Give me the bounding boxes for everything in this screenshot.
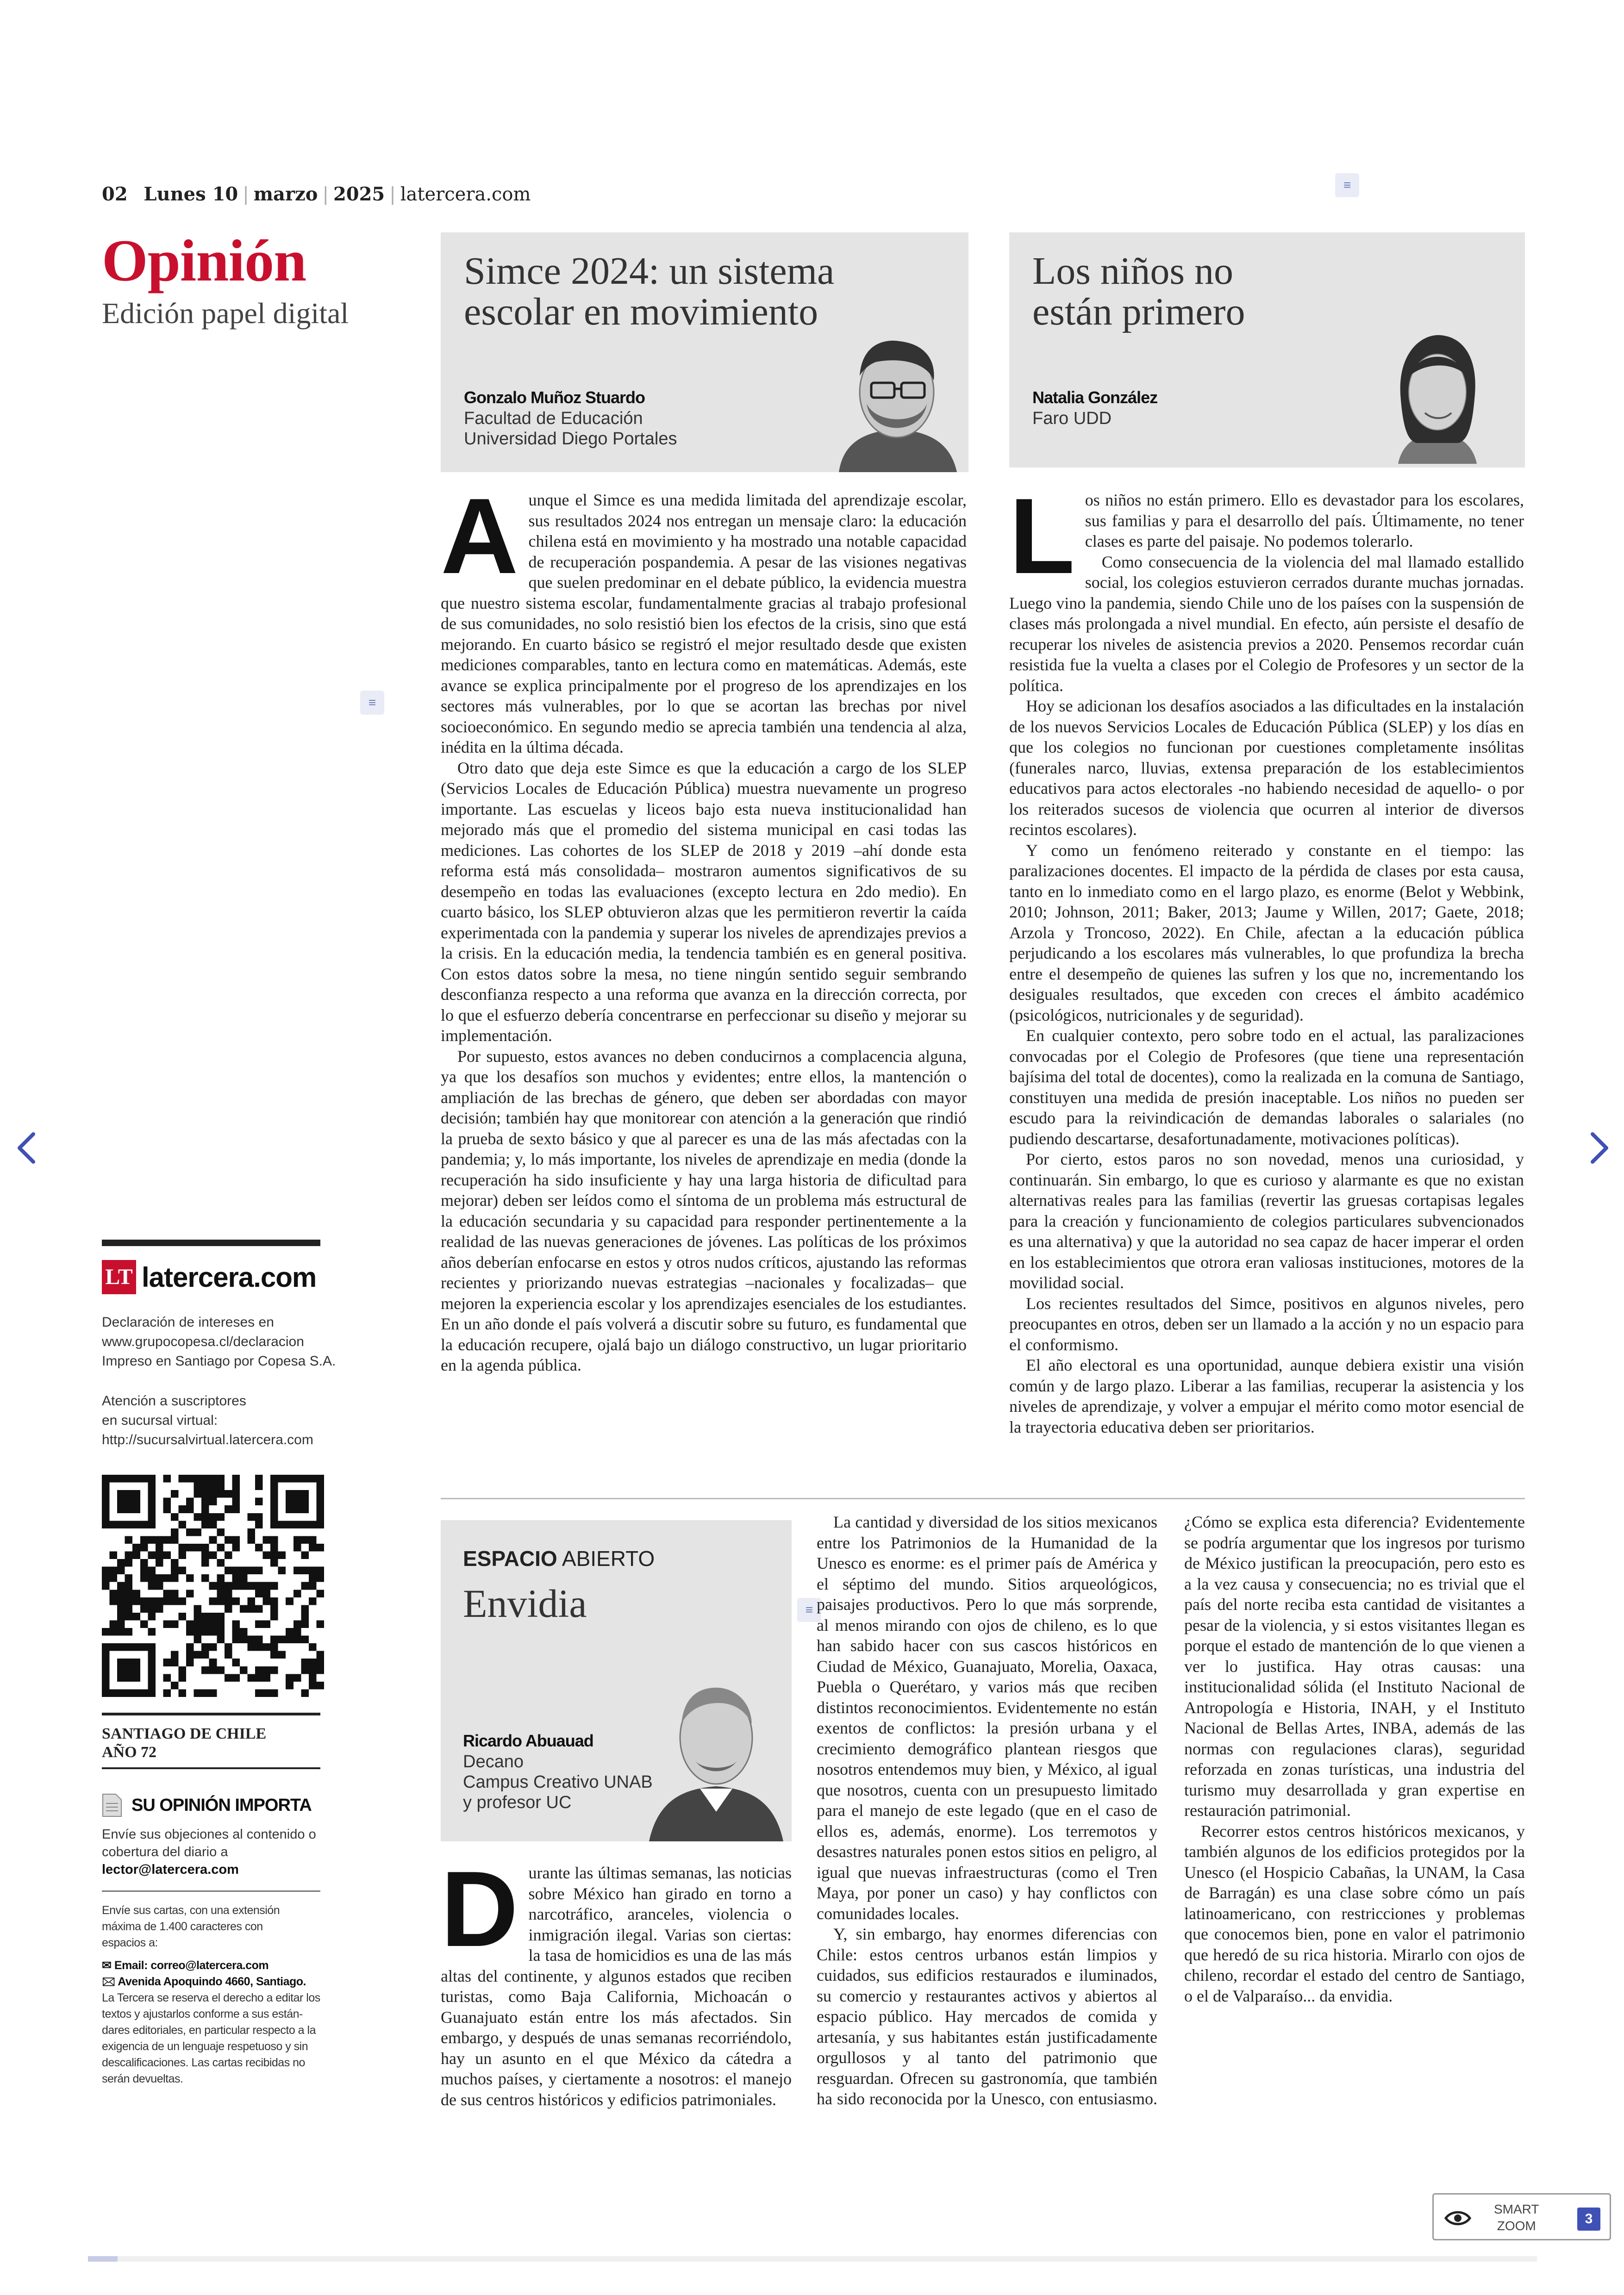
- paragraph-text: os niños no están primero. Ello es devastador para los escolares, sus familias y para el desarrollo del país. Últimamente, no tener clases es parte del paisaje. No podemos tolerarlo.: [1085, 491, 1524, 550]
- smart-zoom-label: [1494, 2201, 1539, 2234]
- paragraph-text: unque el Simce es una medida limitada del aprendizaje escolar, sus resultados 2024 nos entregan un mensaje claro: la educación chilena está en movimiento y ha mostrado una notable capacidad de recuperación pospandemia. A pesar de las visiones negativas que suelen predominar en el debate público, la evidencia muestra que nuestro sistema escolar, fundamentalmente gracias al trabajo profesional de sus comunidades, no solo resistió bien los efectos de la crisis, sino que está mejorando. En cuarto básico se registró el mejor resultado desde que existen mediciones comparables, tanto en lectura como en matemáticas. Además, este avance se explica principalmente por el progreso de los aprendizajes en los sectores más vulnerables, por lo que se acortan las brechas por nivel socioeconómico. En segundo medio se aprecia también una tendencia al alza, inédita en la última década.: [441, 491, 967, 756]
- article-body-simce: [441, 490, 967, 1462]
- section-title: Opinión: [102, 228, 306, 293]
- article-header-simce: [441, 232, 968, 472]
- kicker-light: ABIERTO: [562, 1547, 655, 1571]
- sidebar-rule: [102, 1713, 320, 1715]
- side-line: cobertura del diario a: [102, 1845, 228, 1859]
- address-line: [102, 1974, 320, 1990]
- role-line: Decano: [463, 1752, 524, 1771]
- drop-cap: A: [441, 490, 518, 596]
- article-title: Envidia: [463, 1581, 587, 1626]
- author-name: Natalia González: [1032, 388, 1158, 407]
- role-line: y profesor UC: [463, 1793, 572, 1812]
- article-header-ninos: [1009, 232, 1525, 468]
- paragraph: [441, 490, 967, 758]
- lt-mark: LT: [102, 1260, 136, 1294]
- year: 2025: [333, 183, 385, 205]
- note-icon[interactable]: ≡: [797, 1598, 821, 1622]
- declaration-link[interactable]: www.grupocopesa.cl/declaracion: [102, 1334, 304, 1349]
- title-line: están primero: [1032, 290, 1245, 333]
- title-line: Simce 2024: un sistema: [464, 249, 835, 293]
- article-body-ninos: [1009, 490, 1524, 1462]
- author-name: Gonzalo Muñoz Stuardo: [464, 388, 645, 407]
- weekday: Lunes 10: [144, 183, 238, 205]
- side-line: Envíe sus objeciones al contenido o: [102, 1827, 316, 1842]
- chevron-left-icon[interactable]: [9, 1125, 46, 1171]
- objections-email[interactable]: lector@latercera.com: [102, 1862, 239, 1877]
- horizontal-scrollbar[interactable]: [88, 2256, 1537, 2262]
- side-line: Atención a suscriptores: [102, 1393, 246, 1409]
- side-line: espacios a:: [102, 1936, 158, 1949]
- sidebar-rule: [102, 1240, 320, 1246]
- title-line: escolar en movimiento: [464, 290, 818, 333]
- title-line: Los niños no: [1032, 249, 1234, 293]
- email-text: Email: correo@latercera.com: [114, 1959, 269, 1972]
- article-title: [1032, 251, 1245, 332]
- paragraph: Y como un fenómeno reiterado y constante en el tiempo: las paralizaciones docentes. El impacto de la pérdida de clases por esta causa, tanto en lo inmediato como en el largo plazo, es enorme (Belot y Webbink, 2010; Johnson, 2011; Baker, 2013; Jaume y Willen, 2017; Gaete, 2018; Arzola y Troncoso, 2022). En Chile, afectan a la educación pública perjudicando a los escolares más vulnerables, lo que profundiza la brecha entre el desempeño de quienes las sufren y los que no, incrementando los desiguales resultados, que exceden con creces el ámbito académico (psicológicos, nutricionales y de seguridad).: [1009, 841, 1524, 1024]
- side-line: Envíe sus cartas, con una extensión: [102, 1904, 280, 1917]
- paragraph: La cantidad y diversidad de los sitios mexicanos entre los Patrimonios de la Humanidad de la Unesco es enorme: es el primer país de América y el séptimo del mundo. Sitios arqueológicos, paisajes productivos. Pero lo que más sorprende, al menos mirando con ojos de chileno, es lo que han sabido hacer con sus cascos históricos en Ciudad de México, Guanajuato, Morelia, Oaxaca, Puebla o Querétaro, y varios más que reciben distintos reconocimientos. Evidentemente no están exentos de conflictos: la presión urbana y el crecimiento demográfico plantean riesgos que nosotros entendemos muy bien, y México, al igual que nosotros, cuenta con un presupuesto limitado para el manejo de este legado (que en el caso de ellos es, además, enorme). Los terremotos y desastres naturales ponen estos sitios en peligro, al igual que nuevas infraestructuras (como el Tren Maya, por poner un caso) y hay conflictos con comunidades locales.: [817, 1513, 1157, 1923]
- paragraph: Otro dato que deja este Simce es que la educación a cargo de los SLEP (Servicios Locales de Educación Pública) muestra nuevamente un progreso importante. Las escuelas y liceos bajo esta nueva institucionalidad han mejorado más que el promedio del sistema municipal en casi todas las mediciones. Las cohortes de los SLEP de 2018 y 2019 –ahí donde esta reforma está más consolidada– mostraron aumentos significativos de su desempeño en todas las evaluaciones (excepto lectura en 2do medio). En cuarto básico, los SLEP obtuvieron alzas que les permitieron revertir la caída experimentada con la pandemia y superar los niveles de aprendizajes previos a la crisis. En la educación media, la tendencia también es en general positiva. Con estos datos sobre la mesa, no tiene ningún sentido seguir sembrando desconfianza respecto a una reforma que avanza en la dirección correcta, por lo que el esfuerzo debería concentrarse en perfeccionar su diseño y mejorar su implementación.: [441, 758, 967, 1045]
- subscriber-link[interactable]: http://sucursalvirtual.latercera.com: [102, 1432, 313, 1447]
- side-line: máxima de 1.400 caracteres con: [102, 1920, 263, 1933]
- author-photo: [1380, 325, 1495, 464]
- paragraph: El año electoral es una oportunidad, aunque debiera existir una visión común y de largo plazo. Liberar a las familias, recuperar la asistencia y los niveles de aprendizaje, y volver a empujar el mérito como motor esencial de la trayectoria educativa deben ser prioritarios.: [1009, 1356, 1524, 1436]
- drop-cap: L: [1009, 490, 1075, 596]
- smart-zoom-line: SMART: [1494, 2202, 1539, 2216]
- paragraph: Los recientes resultados del Simce, positivos en algunos niveles, pero preocupantes en otros, deben ser un llamado a la acción y no un espacio para el conformismo.: [1009, 1294, 1524, 1354]
- latercera-logo[interactable]: [102, 1260, 316, 1294]
- date-line: 02 Lunes 10 | marzo | 2025 | latercera.com: [102, 183, 531, 205]
- sidebar-rule: [102, 1767, 320, 1769]
- page-badge: 3: [1577, 2208, 1600, 2231]
- su-opinion-title: SU OPINIÓN IMPORTA: [131, 1795, 312, 1815]
- side-line: Declaración de intereses en: [102, 1315, 274, 1330]
- email-line[interactable]: [102, 1958, 320, 1974]
- note-icon[interactable]: ≡: [1335, 173, 1359, 197]
- subscriber-block: [102, 1391, 313, 1450]
- paragraph: [441, 1863, 792, 2110]
- paragraph: Recorrer estos centros históricos mexicanos, y también algunos de los edificios protegidos por la Unesco (el Hospicio Cabañas, la UNAM, la Casa de Barragán) es una clase sobre cómo un país latinoamericano, con restricciones y problemas que conocemos bien, pone en valor el patrimonio que heredó de su rica historia. Mirarlo con ojos de chileno, recordar el estado del centro de Santiago, o el de Valparaíso... da envidia.: [1184, 1821, 1525, 2005]
- paragraph: Y, sin embargo, hay enormes diferencias con Chile: estos centros urbanos están limpios y cuidados, sus edificios restaurados e iluminados, su comercio y restaurantes activos y abiertos al espacio público. Hay mercados de comida y artesanía, y sus habitantes están justificadamente orgullosos y al tanto del patrimonio que resguardan. Ofrecen su gastronomía, que también ha sido reconocida por la Unesco, con entusiasmo. ¿Cómo se explica esta diferencia? Evidentemente se podría argumentar que los ingresos por turismo de México justifican la preocupación, pero esto es a la vez causa y consecuencia; no es trivial que el país del norte reciba esta cantidad de visitantes a pesar de la violencia, y si estos visitantes llegan es porque el estado de mantención de lo que vienen a ver lo justifica. Hay otras causas: una institucionalidad sólida (el Instituto Nacional de Antropología e Historia, INAH, y el Instituto Nacional de Bellas Artes, INBA, además de las normas con regulaciones claras), seguridad reforzada en zonas turísticas, una industria del turismo muy desarrollada y gran expertise en restauración patrimonial.: [817, 1513, 1525, 2108]
- lt-name: latercera.com: [142, 1261, 317, 1293]
- document-icon: [102, 1793, 122, 1817]
- note-icon[interactable]: ≡: [360, 691, 384, 715]
- side-line: Impreso en Santiago por Copesa S.A.: [102, 1353, 336, 1369]
- qr-code: [102, 1475, 324, 1697]
- mail-icon: ✉: [102, 1959, 114, 1972]
- su-opinion-heading: [102, 1793, 312, 1817]
- section-subtitle: Edición papel digital: [102, 297, 349, 330]
- author-photo: [830, 325, 964, 472]
- month: marzo: [253, 183, 318, 205]
- objections-block: [102, 1826, 316, 1878]
- city-block: [102, 1725, 266, 1762]
- kicker-bold: ESPACIO: [463, 1547, 557, 1571]
- side-line: exigencia de un lenguaje respetuoso y sin: [102, 2040, 308, 2053]
- eye-icon: [1444, 2207, 1472, 2230]
- smart-zoom-button[interactable]: [1432, 2193, 1611, 2240]
- sidebar-rule: [102, 1890, 320, 1892]
- paragraph-text: urante las últimas semanas, las noticias sobre México han girado en torno a narcotráfico, aranceles, violencia o inmigración ilegal. Varias son ciertas: la tasa de homicidios es una de las más altas del continente, y algunos estados que reciben turistas, como Baja California, Michoacán o Guanajuato están entre los más afectados. Sin embargo, y después de unas semanas recorriéndolo, hay un asunto en el que México da cátedra a muchos países, y ciertamente a nosotros: el manejo de sus centros históricos y edificios patrimoniales.: [441, 1864, 792, 2109]
- chevron-right-icon[interactable]: [1580, 1125, 1617, 1171]
- scrollbar-thumb[interactable]: [88, 2256, 118, 2262]
- page-number: 02: [102, 183, 128, 205]
- side-line: serán devueltas.: [102, 2072, 183, 2085]
- section-divider: [441, 1498, 1525, 1499]
- author-role: [463, 1752, 653, 1813]
- paragraph: [1009, 490, 1524, 596]
- city-label: SANTIAGO DE CHILE: [102, 1725, 267, 1742]
- author-role: Faro UDD: [1032, 409, 1112, 428]
- paragraph: Por supuesto, estos avances no deben conducirnos a complacencia alguna, ya que los desafíos son muchos y evidentes; entre ellos, la mantención o ampliación de las brechas de género, que deben ser abordadas con mayor decisión; también hay que monitorear con atención a la generación que rindió la prueba de sexto básico y que al parecer es una de las más afectadas con la pandemia; y, lo más importante, los niveles de aprendizaje en media (donde la recuperación ha sido insuficiente y hay una larga historia de dificultad para mejorar) deben ser leídos como el síntoma de un problema más estructural de la educación secundaria y su capacidad para responder pertinentemente a la realidad de las nuevas generaciones de jóvenes. Las políticas de los próximos años deberían enfocarse en estos y otros nudos críticos, ajustando las reformas recientes y priorizando nuevas estrategias –nacionales y focalizadas– que mejoren la experiencia escolar y los aprendizajes esenciales de los estudiantes. En un año donde el país volverá a discutir sobre su futuro, es fundamental que la educación recupere, ojalá bajo un diálogo constructivo, un lugar prioritario en la agenda pública.: [441, 1047, 967, 1374]
- address-text: Avenida Apoquindo 4660, Santiago.: [118, 1975, 306, 1988]
- year-label: AÑO 72: [102, 1744, 157, 1761]
- site-name: latercera.com: [400, 184, 531, 205]
- kicker: [463, 1546, 655, 1571]
- letters-block: [102, 1902, 320, 2087]
- paragraph: Como consecuencia de la violencia del mal llamado estallido social, los colegios estuvieron cerrados durante muchas jornadas. Luego vino la pandemia, siendo Chile uno de los países con la suspensión de clases más prolongada a nivel mundial. En efecto, aún persiste el desafío de recuperar los niveles de asistencia previos a 2020. Pensemos recordar cuán resistida fue la vuelta a clases por el Colegio de Profesores y un sector de la política.: [1009, 552, 1524, 695]
- article-title: [464, 251, 834, 332]
- smart-zoom-line: ZOOM: [1497, 2219, 1536, 2233]
- author-name: Ricardo Abuauad: [463, 1731, 593, 1750]
- side-line: dares editoriales, en particular respecto a la: [102, 2024, 316, 2037]
- side-line: descalificaciones. Las cartas recibidas no: [102, 2056, 305, 2069]
- declaration-block: [102, 1313, 336, 1371]
- paragraph: Hoy se adicionan los desafíos asociados a las dificultades en la instalación de los nuevos Servicios Locales de Educación Pública (SLEP) y los días en que los colegios no funcionan por cuestiones completamente insólitas (funerales narco, lluvias, extensa preparación de los establecimientos educativos para actos electorales -no habiendo necesidad de aquello- o por los reiterados sucesos de violencia que ocurren al interior de diversos recintos escolares).: [1009, 697, 1524, 839]
- side-line: La Tercera se reserva el derecho a editar los: [102, 1991, 320, 2004]
- article-body-envidia-col23: [817, 1512, 1525, 2122]
- paragraph: Por cierto, estos paros no son novedad, menos una curiosidad, y continuarán. Sin embargo, lo que es curioso y alarmante es que no existan alternativas reales para las familias (revertir las gruesas cortapisas legales para la creación y funcionamiento de colegios particulares subvencionados es una alternativa) y que la autoridad no sea capaz de hacer imperar el orden en los establecimientos que otrora eran valiosas instituciones, motores de la movilidad social.: [1009, 1150, 1524, 1292]
- author-role: [464, 408, 677, 449]
- article-body-envidia-col1: [441, 1863, 792, 2117]
- role-line: Universidad Diego Portales: [464, 429, 677, 449]
- side-line: en sucursal virtual:: [102, 1413, 218, 1428]
- role-line: Campus Creativo UNAB: [463, 1772, 653, 1792]
- paragraph: En cualquier contexto, pero sobre todo en el actual, las paralizaciones convocadas por el Colegio de Profesores (que tiene una representación bajísima del total de docentes), como la realizada en la comuna de Santiago, constituyen una medida de presión inaceptable. Los niños no pueden ser escudo para la reivindicación de demandas laborales o salariales (no pudiendo descartarse, desafortunadamente, motivaciones políticas).: [1009, 1026, 1524, 1148]
- role-line: Facultad de Educación: [464, 409, 643, 428]
- article-header-envidia: [441, 1520, 792, 1841]
- side-line: textos y ajustarlos conforme a sus están-: [102, 2008, 303, 2021]
- drop-cap: D: [441, 1863, 518, 1969]
- envelope-icon: 🖂: [102, 1975, 118, 1988]
- author-photo: [644, 1659, 788, 1841]
